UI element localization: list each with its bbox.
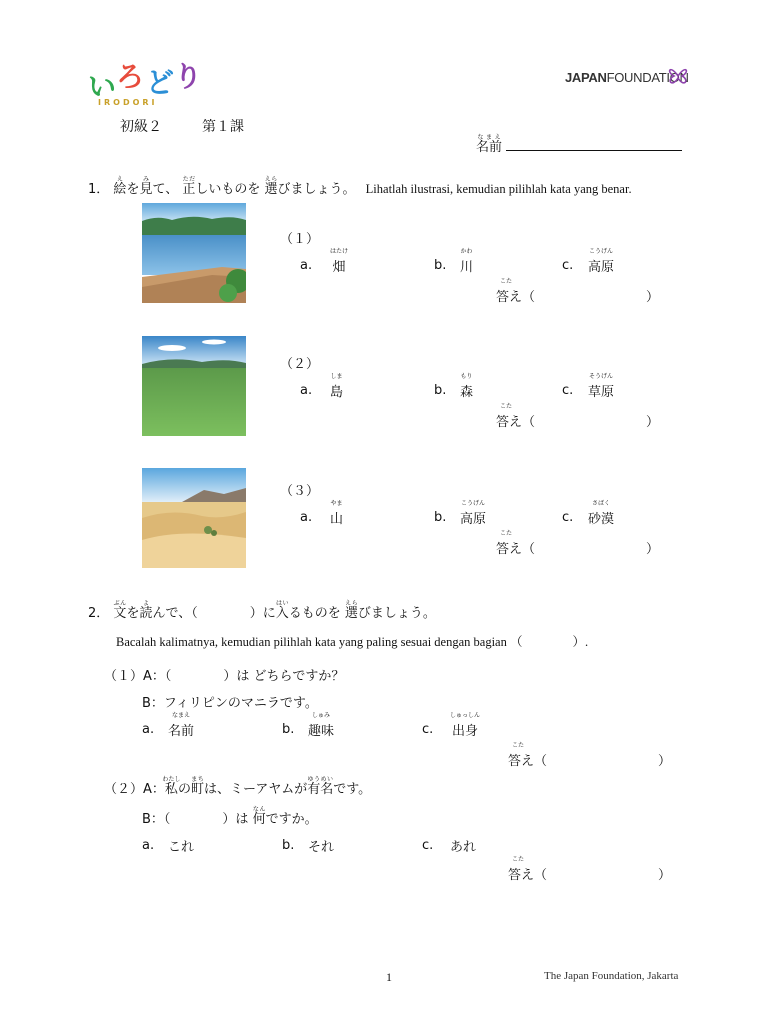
s2-q2-a-text: の	[177, 782, 191, 797]
s2-q2-option-a-ruby	[168, 827, 194, 836]
svg-text:い: い	[88, 70, 117, 103]
s2-q2-a-word: 私わたし	[162, 776, 181, 797]
s2-q2-option-b-ruby	[308, 827, 334, 836]
s2-q2-a-text: は、ミーアヤムが	[203, 782, 308, 797]
s2-q2-answer-close: ）	[658, 868, 672, 883]
butterfly-icon	[664, 62, 692, 90]
name-label: 名前	[476, 140, 503, 155]
option-1-a-text: 畑	[332, 260, 346, 275]
option-3-b-text: 高原	[460, 512, 487, 527]
name-field[interactable]: 名前なまえ	[476, 134, 682, 155]
s2-q2-option-b-text: それ	[308, 840, 335, 855]
footer-organization: The Japan Foundation, Jakarta	[544, 970, 679, 982]
answer-2-close: ）	[646, 415, 660, 430]
section2-instruction-word: 入はい	[275, 600, 289, 621]
section1-instruction-text: びましょう。	[277, 182, 356, 197]
name-blank[interactable]	[506, 138, 682, 151]
answer-1-close: ）	[646, 290, 660, 305]
option-3-c[interactable]	[588, 499, 614, 527]
s2-q1-option-a-text: 名前	[168, 724, 195, 739]
s2-q1-option-b-ruby: しゅみ	[312, 712, 331, 719]
option-1-b[interactable]	[460, 247, 473, 275]
s2-q1-answer-label: 答え（	[508, 754, 548, 769]
option-3-a-ruby: やま	[330, 500, 343, 507]
s2-q2-b-text: B：（ ）は	[142, 812, 253, 827]
answer-2-label: 答え（	[496, 415, 536, 430]
option-3-a-text: 山	[330, 512, 344, 527]
option-1-c-ruby: こうげん	[589, 248, 614, 255]
logo-subtext: IRODORI	[98, 98, 158, 107]
option-1-b-ruby: かわ	[460, 248, 473, 255]
s2-q2-line-a: （２）A：私わたしの町まちは、ミーアヤムが有名ゆうめいです。	[104, 776, 372, 797]
section1-instruction-word: 見み	[139, 176, 153, 197]
option-2-a-letter: a.	[300, 383, 313, 398]
option-2-a[interactable]	[330, 372, 343, 400]
answer-3-close: ）	[646, 542, 660, 557]
option-1-c-letter: c.	[562, 258, 574, 273]
section2-instruction-text: んで、（ ）に	[152, 606, 276, 621]
option-1-b-text: 川	[460, 260, 474, 275]
s2-q2-b-text: ですか。	[265, 812, 318, 827]
option-1-a-letter: a.	[300, 258, 313, 273]
option-2-a-text: 島	[330, 385, 344, 400]
section1-instruction-text: て、	[152, 182, 183, 197]
option-2-c-text: 草原	[588, 385, 615, 400]
answer-1[interactable]	[496, 277, 666, 305]
answer-3-label: 答え（	[496, 542, 536, 557]
answer-2-ruby: こた	[500, 403, 513, 410]
option-3-a-letter: a.	[300, 510, 313, 525]
answer-3-ruby: こた	[500, 530, 513, 537]
option-3-b-ruby: こうげん	[461, 500, 486, 507]
s2-q2-option-b-letter: b.	[282, 838, 295, 853]
option-1-b-letter: b.	[434, 258, 447, 273]
svg-text:り: り	[174, 60, 203, 93]
s2-q2-option-c-letter: c.	[422, 838, 434, 853]
question-label: （２）	[280, 357, 320, 372]
s2-q2-option-a-letter: a.	[142, 838, 155, 853]
section1-instruction-word: 正ただ	[182, 176, 196, 197]
s2-q1-option-a-letter: a.	[142, 722, 155, 737]
option-3-b[interactable]	[460, 499, 486, 527]
section2-instruction-text: びましょう。	[357, 606, 436, 621]
s2-q2-b-word: 何なん	[252, 806, 266, 827]
page-number: 1	[386, 970, 392, 984]
answer-1-ruby: こた	[500, 278, 513, 285]
option-2-c-ruby: そうげん	[589, 373, 614, 380]
question-label: （１）	[280, 232, 320, 247]
option-2-b-text: 森	[460, 385, 474, 400]
section2-instruction-word: 文ぶん	[113, 600, 127, 621]
s2-q1-answer-close: ）	[658, 754, 672, 769]
s2-q1-line-a: （１）A：（ ）は どちらですか？	[104, 669, 345, 684]
section2-heading: 2． 文ぶんを読よんで、（ ）に入はいるものを 選えらびましょう。	[88, 600, 436, 621]
section1-instruction-id: Lihatlah ilustrasi, kemudian pilihlah kata yang benar.	[365, 182, 632, 196]
s2-q2-option-b[interactable]	[308, 827, 334, 855]
s2-q1-line-b: B：フィリピンのマニラです。	[142, 696, 318, 711]
s2-q2-a-text: A：	[143, 782, 165, 797]
s2-q1-option-c-letter: c.	[422, 722, 434, 737]
s2-q2-a-word: 町まち	[190, 776, 204, 797]
answer-1-label: 答え（	[496, 290, 536, 305]
answer-3[interactable]	[496, 529, 666, 557]
s2-q1-option-b[interactable]	[308, 711, 334, 739]
s2-q2-a-text: です。	[333, 782, 372, 797]
option-2-b-ruby: もり	[460, 373, 473, 380]
s2-q1-option-c[interactable]	[450, 711, 480, 739]
section1-instruction-word: 絵え	[113, 176, 127, 197]
s2-q2-answer-ruby: こた	[512, 856, 525, 863]
option-3-c-ruby: さばく	[592, 500, 611, 507]
question-label: （３）	[280, 484, 320, 499]
option-3-b-letter: b.	[434, 510, 447, 525]
s2-q2-a-word: 有名ゆうめい	[307, 776, 334, 797]
option-1-c[interactable]	[588, 247, 614, 275]
lesson-label: 第１課	[202, 119, 244, 135]
section1-instruction-text: しいものを	[195, 182, 265, 197]
s2-q2-option-c-ruby	[450, 827, 476, 836]
grassland-picture	[142, 336, 246, 436]
option-3-a[interactable]	[330, 499, 343, 527]
option-2-b-letter: b.	[434, 383, 447, 398]
s2-q2-option-a[interactable]	[168, 827, 194, 855]
option-3-c-text: 砂漠	[588, 512, 615, 527]
section1-heading: 1． 絵えを見みて、 正ただしいものを 選えらびましょう。 Lihatlah ilustrasi, kemudian pilihlah kata yang benar.	[88, 176, 632, 197]
section2-instruction-word: 選えら	[344, 600, 358, 621]
section1-instruction-word: 選えら	[264, 176, 278, 197]
section1-instruction-text: を	[126, 182, 140, 197]
option-2-c-letter: c.	[562, 383, 574, 398]
s2-q2-option-c[interactable]	[450, 827, 476, 855]
option-3-c-letter: c.	[562, 510, 574, 525]
option-2-a-ruby: しま	[330, 373, 343, 380]
section2-instruction-text: るものを	[288, 606, 345, 621]
option-2-c[interactable]	[588, 372, 614, 400]
s2-q2-option-a-text: これ	[168, 840, 195, 855]
section2-instruction-word: 読よ	[139, 600, 153, 621]
desert-picture	[142, 468, 246, 568]
s2-q2-line-b	[142, 806, 318, 827]
section2-instruction-text: を	[126, 606, 140, 621]
river-picture	[142, 203, 246, 303]
option-1-a-ruby: はたけ	[330, 248, 349, 255]
s2-q1-option-b-text: 趣味	[308, 724, 335, 739]
answer-2[interactable]	[496, 402, 666, 430]
level-label: 初級２	[120, 119, 162, 135]
s2-q1-option-a-ruby: なまえ	[172, 712, 191, 719]
s2-q2-answer[interactable]	[508, 855, 678, 883]
s2-q1-option-c-text: 出身	[452, 724, 479, 739]
svg-text:ろ: ろ	[116, 60, 145, 93]
s2-q1-answer-ruby: こた	[512, 742, 525, 749]
s2-q1-answer[interactable]	[508, 741, 678, 769]
s2-q1-option-b-letter: b.	[282, 722, 295, 737]
section2-instruction-id: Bacalah kalimatnya, kemudian pilihlah kata yang paling sesuai dengan bagian （ ）.	[116, 635, 589, 649]
option-1-a[interactable]	[330, 247, 348, 275]
s2-q2-answer-label: 答え（	[508, 868, 548, 883]
s2-q2-option-c-text: あれ	[450, 840, 477, 855]
s2-q1-option-a[interactable]	[168, 711, 194, 739]
s2-q1-option-c-ruby: しゅっしん	[450, 712, 481, 719]
option-1-c-text: 高原	[588, 260, 615, 275]
option-2-b[interactable]	[460, 372, 473, 400]
svg-text:ど: ど	[146, 66, 175, 99]
japan-foundation-brand: JAPANFOUNDATION	[565, 70, 689, 85]
